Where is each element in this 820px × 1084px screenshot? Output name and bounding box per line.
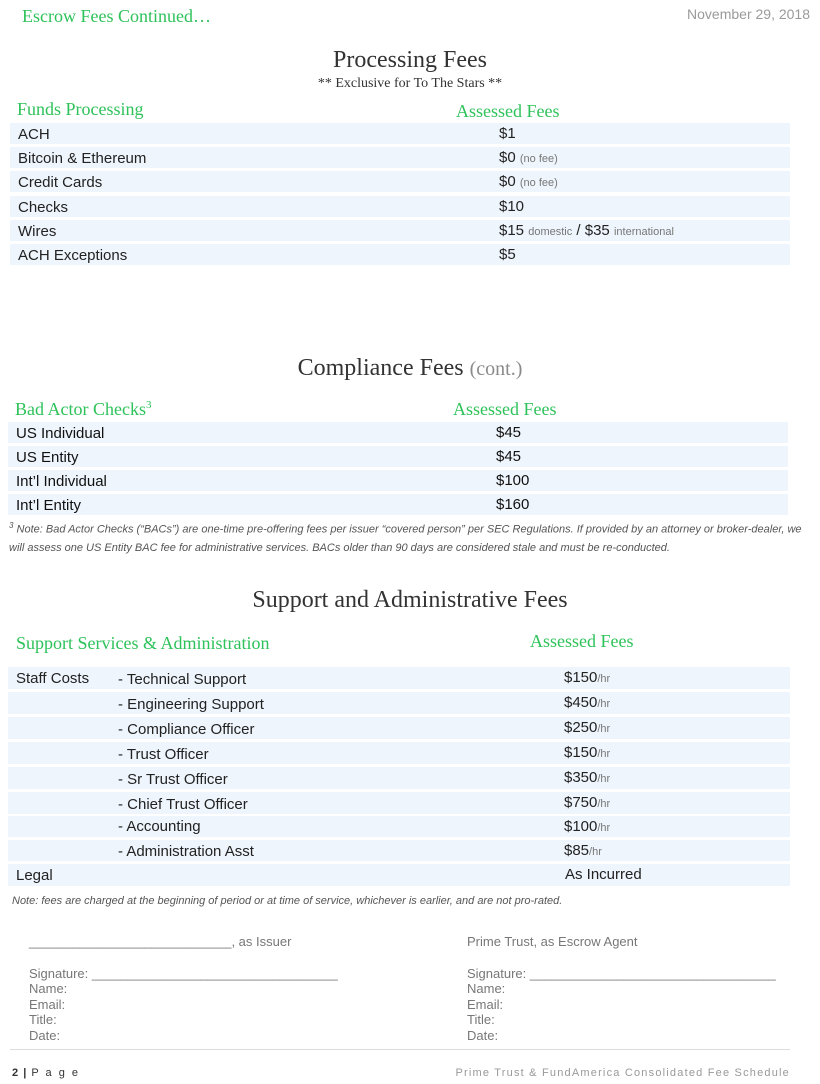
page-number-separator: | bbox=[23, 1067, 27, 1079]
fee-value: $10 bbox=[499, 198, 525, 215]
table-row bbox=[10, 147, 790, 168]
table-row bbox=[8, 816, 790, 837]
fee-value: $750 bbox=[564, 794, 598, 811]
section-continued-heading: Escrow Fees Continued… bbox=[22, 6, 211, 26]
fee-value: $100 bbox=[496, 472, 530, 489]
fee-label: ACH bbox=[18, 126, 50, 143]
processing-fees-subtitle: ** Exclusive for To The Stars ** bbox=[317, 76, 503, 91]
fee-unit: /hr bbox=[589, 846, 602, 858]
table-row bbox=[10, 220, 790, 241]
fee-value: $350 bbox=[564, 769, 598, 786]
agent-date-field: Date: bbox=[467, 1027, 499, 1043]
support-fees-note: Note: fees are charged at the beginning of period or at time of service, whichever is earlier, and are not pro-rated. bbox=[12, 895, 563, 907]
fee-label: Bitcoin & Ethereum bbox=[18, 150, 147, 167]
bad-actor-checks-note bbox=[9, 517, 809, 557]
fee-label: ACH Exceptions bbox=[18, 247, 128, 264]
page-number-value: 2 bbox=[12, 1067, 19, 1079]
footnote-marker: 3 bbox=[9, 521, 14, 530]
table-row bbox=[8, 767, 790, 789]
fee-item: - Technical Support bbox=[118, 671, 247, 688]
fee-item: - Compliance Officer bbox=[118, 721, 255, 738]
table-row bbox=[10, 196, 790, 217]
support-assessed-fees-header: Assessed Fees bbox=[530, 631, 634, 651]
table-row bbox=[10, 123, 790, 144]
fee-category: Staff Costs bbox=[16, 670, 90, 687]
fee-item: - Administration Asst bbox=[118, 843, 254, 860]
fee-unit: /hr bbox=[597, 822, 611, 834]
fee-value: $45 bbox=[496, 448, 522, 465]
fee-value: $160 bbox=[496, 496, 530, 513]
table-row bbox=[8, 742, 790, 764]
funds-processing-header: Funds Processing bbox=[17, 99, 144, 119]
issuer-title-field: Title: bbox=[29, 1012, 57, 1027]
issuer-signature-block bbox=[29, 934, 429, 1043]
fee-value: $450 bbox=[564, 694, 598, 711]
document-date: November 29, 2018 bbox=[687, 6, 810, 22]
fee-value-international: $35 bbox=[584, 222, 610, 239]
table-row bbox=[8, 864, 790, 886]
issuer-email-field: Email: bbox=[29, 996, 66, 1012]
document-footer-title: Prime Trust & FundAmerica Consolidated Fee Schedule bbox=[455, 1067, 790, 1079]
fee-label: US Individual bbox=[16, 425, 105, 442]
fee-label: Int’l Entity bbox=[16, 497, 82, 514]
page-number bbox=[12, 1067, 80, 1079]
fee-item: - Chief Trust Officer bbox=[118, 796, 248, 813]
table-row bbox=[8, 692, 790, 714]
fee-value: $0 bbox=[499, 173, 516, 190]
fee-value: $150 bbox=[564, 669, 598, 686]
fee-item: - Trust Officer bbox=[118, 746, 209, 763]
compliance-assessed-fees-header: Assessed Fees bbox=[453, 399, 557, 419]
fee-value: $0 bbox=[499, 149, 516, 166]
footer-divider bbox=[10, 1049, 790, 1050]
fee-unit: /hr bbox=[597, 798, 611, 810]
fee-value: $150 bbox=[564, 744, 598, 761]
compliance-title-suffix: (cont.) bbox=[469, 358, 523, 380]
fee-note: domestic bbox=[528, 226, 573, 238]
fee-category: Legal bbox=[16, 867, 53, 884]
fee-label: Wires bbox=[18, 223, 57, 240]
table-row bbox=[10, 244, 790, 265]
fee-value: $100 bbox=[564, 818, 598, 835]
fee-value: $45 bbox=[496, 424, 522, 441]
agent-signature-block bbox=[467, 934, 807, 1043]
agent-email-field: Email: bbox=[467, 996, 504, 1012]
issuer-signature-field: Signature: __________________________________ bbox=[29, 965, 338, 981]
table-row bbox=[8, 422, 788, 443]
fee-note: (no fee) bbox=[519, 153, 558, 165]
processing-fees-title: Processing Fees bbox=[333, 47, 487, 73]
issuer-date-field: Date: bbox=[29, 1027, 61, 1043]
fee-value: $5 bbox=[499, 246, 516, 263]
compliance-title-text: Compliance Fees bbox=[297, 355, 464, 381]
fee-item: - Engineering Support bbox=[118, 696, 264, 713]
fee-label: Int’l Individual bbox=[16, 473, 107, 490]
bad-actor-checks-note-text: Note: Bad Actor Checks (“BACs”) are one-time pre-offering fees per issuer “covered person” per SEC Regulations. If provided by an attorney or broker-dealer, we will assess one US Entity BAC fee for administrative services. BACs older than 90 days are considered stale and must be re-conducted. bbox=[9, 523, 802, 554]
fee-item: - Sr Trust Officer bbox=[118, 771, 228, 788]
footnote-marker: 3 bbox=[145, 399, 152, 411]
issuer-line: ____________________________, as Issuer bbox=[29, 934, 292, 949]
fee-label: Credit Cards bbox=[18, 174, 103, 191]
fee-value: $15 bbox=[499, 222, 525, 239]
fee-unit: /hr bbox=[597, 698, 611, 710]
support-fees-title: Support and Administrative Fees bbox=[252, 587, 568, 613]
bad-actor-checks-header bbox=[15, 399, 151, 420]
agent-title-field: Title: bbox=[467, 1012, 495, 1027]
table-row bbox=[8, 717, 790, 739]
fee-note: (no fee) bbox=[519, 177, 558, 189]
fee-note: international bbox=[613, 226, 674, 238]
table-row bbox=[8, 840, 790, 861]
compliance-fees-title bbox=[0, 355, 820, 382]
table-row bbox=[8, 446, 788, 467]
page-word: P a g e bbox=[31, 1067, 80, 1079]
support-services-header: Support Services & Administration bbox=[16, 633, 270, 653]
agent-signature-field: Signature: __________________________________ bbox=[467, 965, 776, 981]
bad-actor-checks-label: Bad Actor Checks bbox=[15, 399, 146, 419]
table-row bbox=[10, 171, 790, 192]
issuer-name-field: Name: bbox=[29, 981, 68, 996]
fee-unit: /hr bbox=[597, 773, 611, 785]
table-row bbox=[8, 470, 788, 491]
fee-label: US Entity bbox=[16, 449, 79, 466]
table-row bbox=[8, 667, 790, 689]
fee-unit: /hr bbox=[597, 723, 611, 735]
processing-assessed-fees-header: Assessed Fees bbox=[456, 101, 560, 121]
table-row bbox=[8, 792, 790, 814]
fee-value: $250 bbox=[564, 719, 598, 736]
fee-value: As Incurred bbox=[565, 866, 642, 883]
fee-unit: /hr bbox=[597, 673, 611, 685]
fee-value: $1 bbox=[499, 125, 516, 142]
fee-value: $85 bbox=[564, 842, 590, 859]
fee-unit: /hr bbox=[597, 748, 611, 760]
table-row bbox=[8, 494, 788, 515]
agent-name-field: Name: bbox=[467, 981, 506, 996]
fee-separator: / bbox=[572, 222, 585, 239]
fee-label: Checks bbox=[18, 199, 69, 216]
fee-item: - Accounting bbox=[118, 818, 201, 835]
agent-line: Prime Trust, as Escrow Agent bbox=[467, 934, 638, 949]
